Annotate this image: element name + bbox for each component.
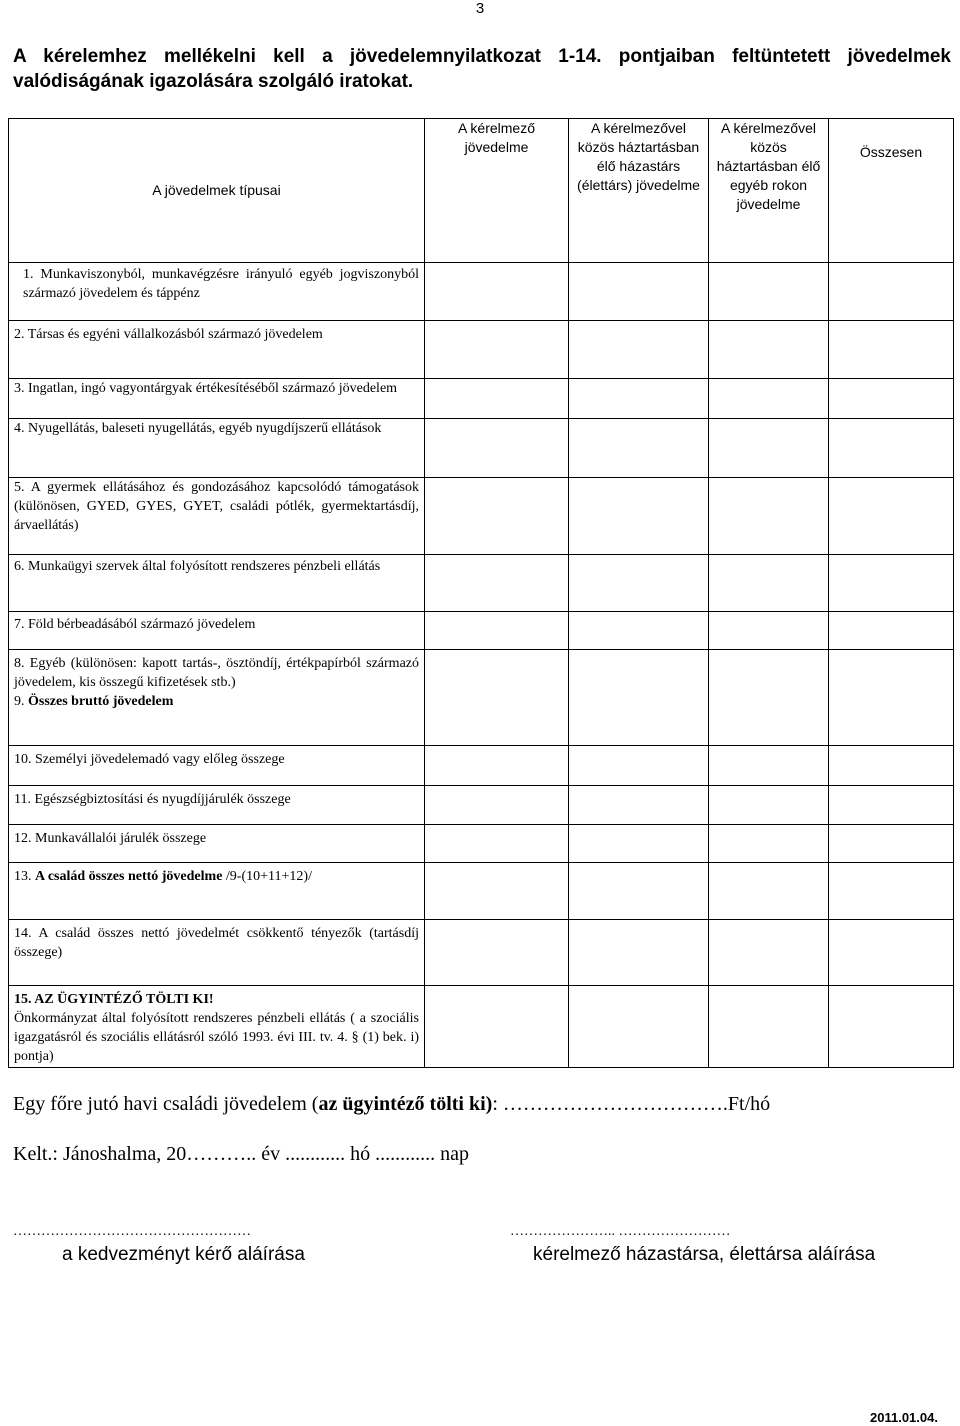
input-cell[interactable]	[829, 746, 954, 786]
input-cell[interactable]	[569, 863, 709, 920]
table-row	[9, 321, 954, 379]
input-cell[interactable]	[569, 786, 709, 825]
input-cell[interactable]	[709, 863, 829, 920]
input-cell[interactable]	[569, 478, 709, 555]
signature-label-left: a kedvezményt kérő aláírása	[62, 1244, 305, 1265]
input-cell[interactable]	[829, 478, 954, 555]
input-cell[interactable]	[829, 379, 954, 419]
input-cell[interactable]	[425, 650, 569, 746]
row-label-9	[14, 692, 419, 711]
row-label-8-9	[9, 650, 425, 746]
input-cell[interactable]	[709, 650, 829, 746]
input-cell[interactable]	[569, 555, 709, 612]
input-cell[interactable]	[709, 263, 829, 321]
input-cell[interactable]	[709, 379, 829, 419]
row-label-13	[9, 863, 425, 920]
income-table	[8, 118, 954, 1068]
signature-line-left[interactable]: ……………………………………………	[13, 1224, 251, 1239]
input-cell[interactable]	[569, 321, 709, 379]
row-label-14: 14. A család összes nettó jövedelmét csökkentő tényezők (tartásdíj összege)	[9, 920, 425, 986]
date-place-line[interactable]: Kelt.: Jánoshalma, 20……….. év ............ hó ............ nap	[13, 1143, 470, 1165]
row-label-15-text: Önkormányzat által folyósított rendszeres pénzbeli ellátás ( a szociális igazgatásról és szociális ellátásról szóló 1993. évi III. tv. 4. § (1) bek. i) pontja)	[14, 1011, 419, 1064]
table-row	[9, 825, 954, 863]
header-total: Összesen	[829, 119, 954, 263]
row-label-6: 6. Munkaügyi szervek által folyósított rendszeres pénzbeli ellátás	[9, 555, 425, 612]
input-cell[interactable]	[709, 920, 829, 986]
intro-text: A kérelemhez mellékelni kell a jövedelemnyilatkozat 1-14. pontjaiban feltüntetett jövedelmek valódiságának igazolására szolgáló iratokat.	[13, 46, 951, 92]
row-label-9-number: 9.	[14, 694, 28, 709]
page-number: 3	[475, 0, 485, 17]
row-label-15-title: 15. AZ ÜGYINTÉZŐ TÖLTI KI!	[14, 992, 214, 1007]
input-cell[interactable]	[569, 419, 709, 478]
row-label-13-number: 13.	[14, 869, 35, 884]
input-cell[interactable]	[709, 478, 829, 555]
input-cell[interactable]	[829, 786, 954, 825]
input-cell[interactable]	[709, 746, 829, 786]
input-cell[interactable]	[569, 650, 709, 746]
input-cell[interactable]	[709, 419, 829, 478]
input-cell[interactable]	[569, 746, 709, 786]
input-cell[interactable]	[829, 825, 954, 863]
input-cell[interactable]	[709, 612, 829, 650]
input-cell[interactable]	[569, 612, 709, 650]
table-row	[9, 786, 954, 825]
input-cell[interactable]	[425, 786, 569, 825]
table-row	[9, 555, 954, 612]
input-cell[interactable]	[829, 612, 954, 650]
input-cell[interactable]	[569, 986, 709, 1068]
table-row	[9, 863, 954, 920]
table-row	[9, 920, 954, 986]
input-cell[interactable]	[425, 863, 569, 920]
row-label-5: 5. A gyermek ellátásához és gondozásához kapcsolódó támogatások (különösen, GYED, GYES, GYET, családi pótlék, gyermektartásdíj, árvaellátás)	[9, 478, 425, 555]
row-label-10: 10. Személyi jövedelemadó vagy előleg összege	[9, 746, 425, 786]
header-applicant-income: A kérelmező jövedelme	[425, 119, 569, 263]
table-row	[9, 612, 954, 650]
input-cell[interactable]	[709, 786, 829, 825]
input-cell[interactable]	[425, 321, 569, 379]
table-row	[9, 478, 954, 555]
row-label-11: 11. Egészségbiztosítási és nyugdíjjárulék összege	[9, 786, 425, 825]
input-cell[interactable]	[829, 555, 954, 612]
input-cell[interactable]	[709, 321, 829, 379]
input-cell[interactable]	[425, 612, 569, 650]
input-cell[interactable]	[829, 419, 954, 478]
input-cell[interactable]	[829, 920, 954, 986]
row-label-13-title: A család összes nettó jövedelme	[35, 869, 223, 884]
input-cell[interactable]	[569, 825, 709, 863]
table-row	[9, 419, 954, 478]
input-cell[interactable]	[829, 263, 954, 321]
signature-label-right: kérelmező házastársa, élettársa aláírása	[533, 1244, 876, 1265]
input-cell[interactable]	[829, 863, 954, 920]
row-label-4: 4. Nyugellátás, baleseti nyugellátás, egyéb nyugdíjszerű ellátások	[9, 419, 425, 478]
table-row	[9, 986, 954, 1068]
input-cell[interactable]	[709, 555, 829, 612]
input-cell[interactable]	[709, 986, 829, 1068]
input-cell[interactable]	[425, 379, 569, 419]
input-cell[interactable]	[569, 920, 709, 986]
input-cell[interactable]	[425, 986, 569, 1068]
input-cell[interactable]	[425, 555, 569, 612]
row-label-2: 2. Társas és egyéni vállalkozásból származó jövedelem	[9, 321, 425, 379]
row-label-13-formula: /9-(10+11+12)/	[222, 869, 312, 884]
table-row	[9, 263, 954, 321]
input-cell[interactable]	[829, 321, 954, 379]
row-label-3: 3. Ingatlan, ingó vagyontárgyak értékesítéséből származó jövedelem	[9, 379, 425, 419]
input-cell[interactable]	[569, 379, 709, 419]
header-spouse-income: A kérelmezővel közös háztartásban élő házastárs (élettárs) jövedelme	[569, 119, 709, 263]
row-label-7: 7. Föld bérbeadásából származó jövedelem	[9, 612, 425, 650]
input-cell[interactable]	[425, 263, 569, 321]
input-cell[interactable]	[829, 986, 954, 1068]
per-head-amount-field[interactable]: : …………………………….Ft/hó	[492, 1093, 771, 1115]
table-row	[9, 650, 954, 746]
table-row	[9, 746, 954, 786]
row-label-1: 1. Munkaviszonyból, munkavégzésre irányuló egyéb jogviszonyból származó jövedelem és táppénz	[9, 263, 425, 321]
row-label-8: 8. Egyéb (különösen: kapott tartás-, ösztöndíj, értékpapírból származó jövedelem, kis összegű kifizetések stb.)	[14, 656, 419, 690]
header-relative-income: A kérelmezővel közös háztartásban élő egyéb rokon jövedelme	[709, 119, 829, 263]
input-cell[interactable]	[709, 825, 829, 863]
input-cell[interactable]	[425, 419, 569, 478]
footer-date: 2011.01.04.	[870, 1410, 938, 1425]
per-head-income-line	[13, 1093, 770, 1116]
input-cell[interactable]	[829, 650, 954, 746]
table-header-row	[9, 119, 954, 263]
row-label-9-title: Összes bruttó jövedelem	[28, 694, 174, 709]
input-cell[interactable]	[425, 920, 569, 986]
row-label-12: 12. Munkavállalói járulék összege	[9, 825, 425, 863]
header-income-types: A jövedelmek típusai	[9, 119, 425, 263]
signature-line-right[interactable]: ………………….. ……………………	[510, 1224, 731, 1239]
table-row	[9, 379, 954, 419]
per-head-clerk-note: az ügyintéző tölti ki)	[318, 1093, 493, 1115]
input-cell[interactable]	[425, 746, 569, 786]
row-label-15	[9, 986, 425, 1068]
per-head-label: Egy főre jutó havi családi jövedelem (	[13, 1093, 319, 1115]
input-cell[interactable]	[425, 825, 569, 863]
input-cell[interactable]	[569, 263, 709, 321]
input-cell[interactable]	[425, 478, 569, 555]
